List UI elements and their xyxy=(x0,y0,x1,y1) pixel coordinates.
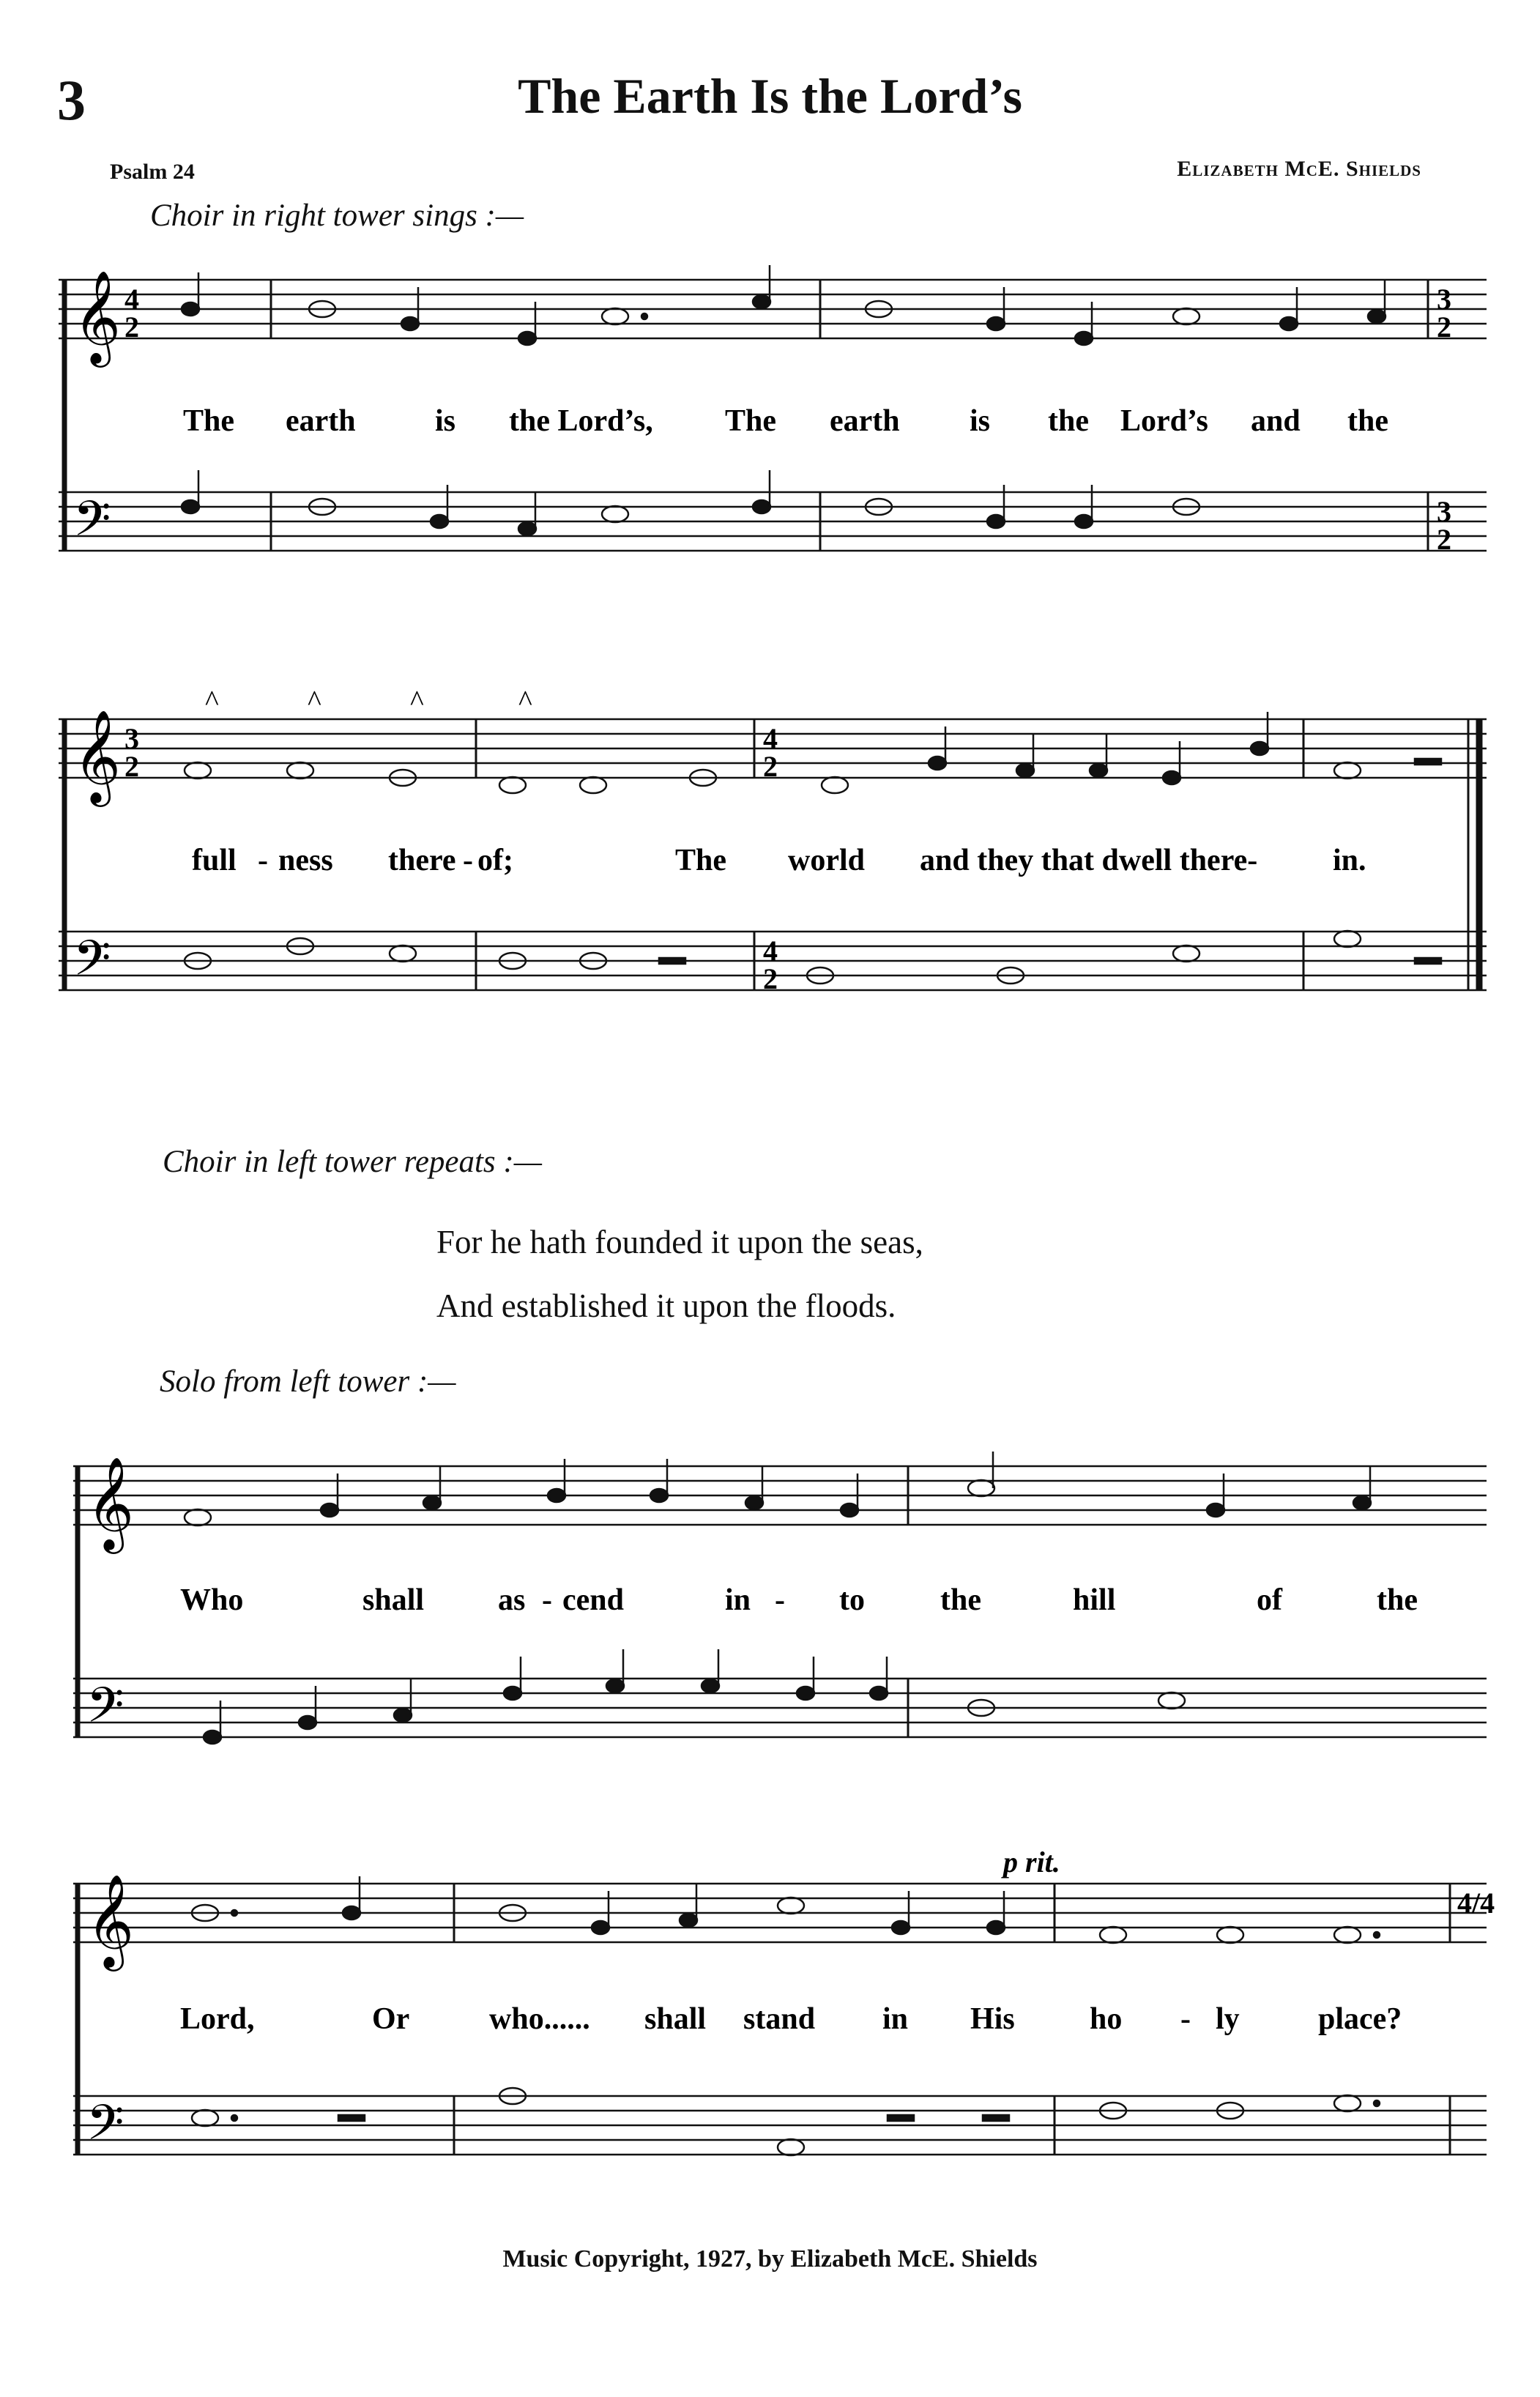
svg-text:2: 2 xyxy=(1437,311,1451,343)
lyrics xyxy=(180,2002,1402,2036)
lyrics xyxy=(192,844,1366,877)
time-signature: 3 xyxy=(124,722,139,755)
lyric-syllable: Lord’s xyxy=(1120,404,1208,438)
lyric-syllable: - xyxy=(463,844,473,877)
lyric-syllable: who...... xyxy=(489,2002,590,2036)
lyric-syllable: - xyxy=(1180,2002,1191,2036)
time-signature-change: 3 xyxy=(1437,283,1451,316)
lyric-syllable: the xyxy=(940,1583,981,1617)
lyric-syllable: His xyxy=(970,2002,1015,2036)
dynamic-marking: p rit. xyxy=(1003,1846,1060,1878)
treble-staff xyxy=(73,1466,1487,1525)
lyric-syllable: stand xyxy=(743,2002,816,2036)
bass-staff xyxy=(59,492,1487,551)
performance-direction: Solo from left tower :— xyxy=(160,1364,456,1399)
treble-staff xyxy=(73,1884,1487,1942)
music-system-2 xyxy=(0,684,1540,1033)
lyric-syllable: is xyxy=(970,404,991,438)
music-system-3 xyxy=(0,1457,1540,1780)
music-system-1 xyxy=(0,271,1540,593)
music-system-4 xyxy=(0,1846,1540,2219)
hymn-title: The Earth Is the Lord’s xyxy=(518,68,1022,124)
lyric-syllable: shall xyxy=(644,2002,707,2036)
recited-line: For he hath founded it upon the seas, xyxy=(436,1224,923,1260)
lyric-syllable: - xyxy=(775,1583,785,1617)
lyric-syllable: ness xyxy=(278,844,333,877)
svg-text:2: 2 xyxy=(763,962,778,995)
lyric-syllable: earth xyxy=(830,404,900,438)
svg-text:^: ^ xyxy=(205,684,219,717)
lyric-syllable: earth xyxy=(286,404,356,438)
lyric-syllable: to xyxy=(839,1583,865,1617)
lyric-syllable: of; xyxy=(477,844,513,877)
lyric-syllable: shall xyxy=(362,1583,425,1617)
lyric-syllable: - xyxy=(258,844,268,877)
treble-clef: 𝄞 xyxy=(86,1876,135,1966)
lyric-syllable: full xyxy=(192,844,237,877)
lyric-syllable: cend xyxy=(562,1583,624,1617)
bass-clef: 𝄢 xyxy=(86,2097,124,2162)
lyric-syllable: The xyxy=(183,404,235,438)
scripture-reference: Psalm 24 xyxy=(110,160,195,184)
svg-text:2: 2 xyxy=(1437,523,1451,556)
lyric-syllable: Lord, xyxy=(180,2002,255,2036)
lyric-syllable: The xyxy=(675,844,727,877)
lyric-syllable: of xyxy=(1257,1583,1282,1617)
lyric-syllable: in xyxy=(725,1583,751,1617)
treble-clef: 𝄞 xyxy=(86,1459,135,1548)
lyric-syllable: the Lord’s, xyxy=(509,404,653,438)
time-signature-change: 4/4 xyxy=(1457,1887,1495,1920)
lyric-syllable: the xyxy=(1377,1583,1418,1617)
lyric-syllable: in xyxy=(882,2002,909,2036)
svg-text:^: ^ xyxy=(308,684,321,717)
copyright-notice: Music Copyright, 1927, by Elizabeth McE. Shields xyxy=(502,2245,1038,2272)
lyrics xyxy=(180,1583,1418,1617)
lyric-syllable: - xyxy=(542,1583,552,1617)
treble-notes xyxy=(185,1452,1371,1525)
bass-clef: 𝄢 xyxy=(86,1680,124,1744)
performance-direction: Choir in left tower repeats :— xyxy=(163,1145,542,1179)
performance-direction: Choir in right tower sings :— xyxy=(150,198,524,233)
svg-text:2: 2 xyxy=(763,750,778,783)
lyric-syllable: as xyxy=(498,1583,526,1617)
bass-clef: 𝄢 xyxy=(73,494,111,558)
treble-clef: 𝄞 xyxy=(73,272,122,362)
lyrics xyxy=(183,404,1388,438)
lyric-syllable: ly xyxy=(1216,2002,1240,2036)
final-barline xyxy=(1468,719,1479,990)
recited-line: And established it upon the floods. xyxy=(436,1287,896,1324)
treble-clef: 𝄞 xyxy=(73,712,122,801)
bass-staff xyxy=(73,2096,1487,2155)
lyric-syllable: the xyxy=(1048,404,1089,438)
svg-text:3: 3 xyxy=(1437,495,1451,528)
lyric-syllable: and they that dwell there- xyxy=(920,844,1258,877)
time-signature: 4 xyxy=(124,283,139,316)
bass-notes xyxy=(204,1649,1185,1744)
svg-text:4: 4 xyxy=(763,934,778,967)
treble-notes xyxy=(185,712,1441,793)
lyric-syllable: world xyxy=(788,844,865,877)
accent-marks xyxy=(205,684,532,717)
treble-staff xyxy=(59,280,1487,338)
bass-clef: 𝄢 xyxy=(73,933,111,997)
bass-notes xyxy=(192,2088,1380,2155)
lyric-syllable: in. xyxy=(1333,844,1366,877)
treble-notes xyxy=(182,265,1385,345)
lyric-syllable: Or xyxy=(372,2002,410,2036)
lyric-syllable: is xyxy=(435,404,456,438)
lyric-syllable: Who xyxy=(180,1583,244,1617)
time-signature-change: 4 xyxy=(763,722,778,755)
lyric-syllable: the xyxy=(1347,404,1388,438)
lyric-syllable: there xyxy=(388,844,456,877)
bass-staff xyxy=(73,1679,1487,1737)
treble-notes xyxy=(192,1876,1380,1943)
bass-notes xyxy=(182,470,1199,535)
svg-text:^: ^ xyxy=(518,684,532,717)
lyric-syllable: hill xyxy=(1073,1583,1116,1617)
svg-text:2: 2 xyxy=(124,311,139,343)
lyric-syllable: place? xyxy=(1318,2002,1402,2036)
page-number: 3 xyxy=(57,68,86,132)
lyric-syllable: and xyxy=(1251,404,1301,438)
lyric-syllable: The xyxy=(725,404,777,438)
svg-text:^: ^ xyxy=(410,684,424,717)
composer-credit: Elizabeth McE. Shields xyxy=(1177,157,1421,181)
svg-text:2: 2 xyxy=(124,750,139,783)
lyric-syllable: ho xyxy=(1090,2002,1123,2036)
